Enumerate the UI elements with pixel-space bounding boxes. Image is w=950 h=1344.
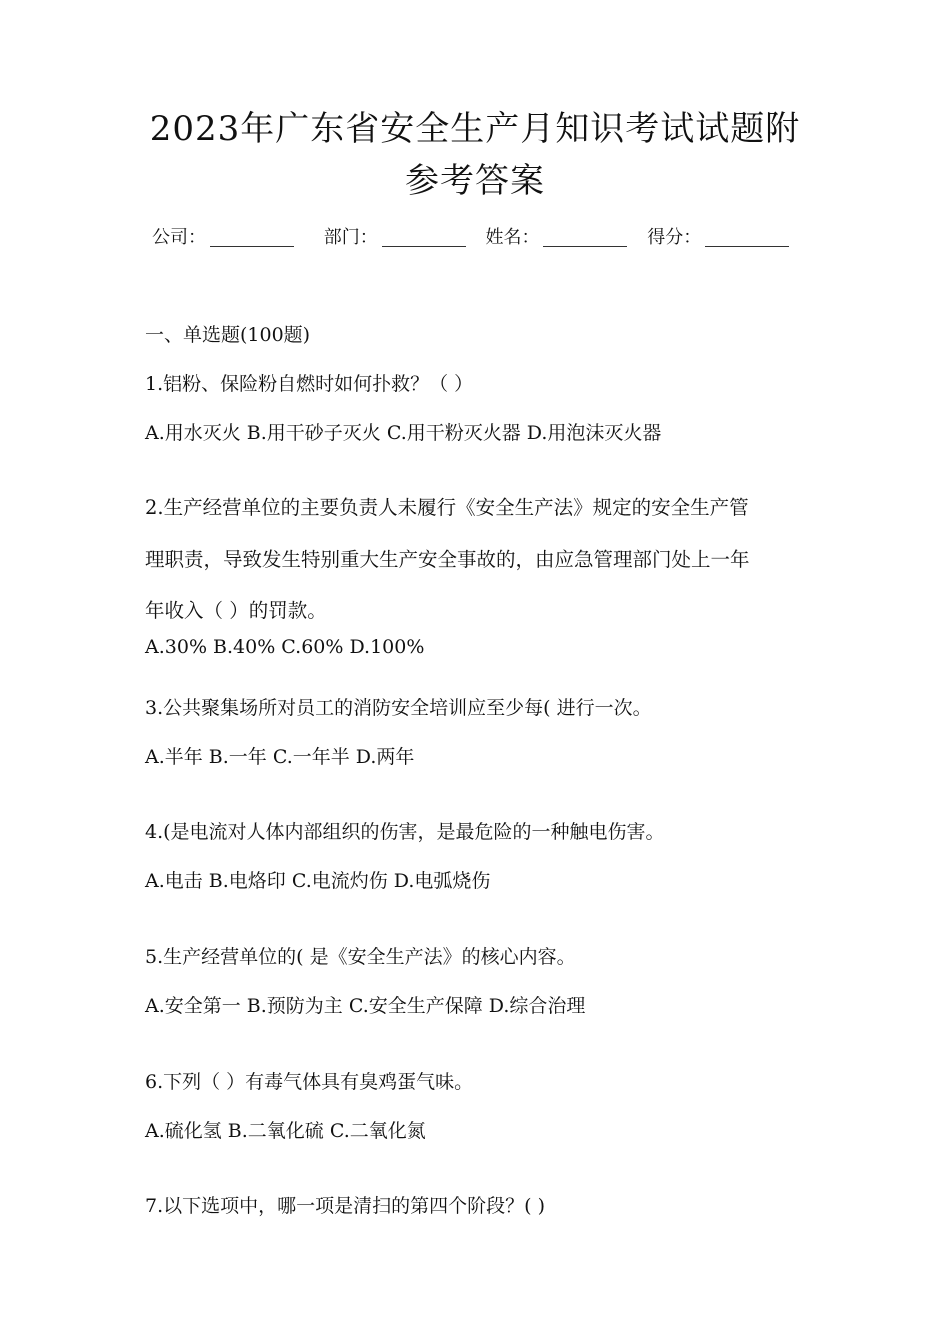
score-label: 得分： — [647, 227, 702, 248]
question-4-options: A.电击 B.电烙印 C.电流灼伤 D.电弧烧伤 — [145, 870, 491, 892]
question-2-stem-line2: 理职责，导致发生特别重大生产安全事故的，由应急管理部门处上一年 — [145, 548, 750, 571]
question-3-stem: 3.公共聚集场所对员工的消防安全培训应至少每( 进行一次。 — [145, 697, 652, 719]
question-2-options: A.30% B.40% C.60% D.100% — [145, 636, 425, 658]
question-5-stem: 5.生产经营单位的( 是《安全生产法》的核心内容。 — [145, 946, 576, 968]
name-label: 姓名： — [485, 227, 540, 248]
company-label: 公司： — [152, 227, 206, 248]
name-blank — [543, 226, 627, 247]
question-1-stem: 1.铝粉、保险粉自燃时如何扑救？（ ） — [145, 373, 474, 395]
question-2-stem-line3: 年收入（ ）的罚款。 — [145, 599, 327, 622]
question-4-stem: 4.(是电流对人体内部组织的伤害，是最危险的一种触电伤害。 — [145, 821, 665, 843]
document-title-line2: 参考答案 — [405, 161, 545, 201]
question-2-stem-line1: 2.生产经营单位的主要负责人未履行《安全生产法》规定的安全生产管 — [145, 496, 749, 519]
info-row — [152, 224, 803, 252]
department-blank — [382, 226, 466, 247]
company-blank — [210, 226, 294, 247]
department-label: 部门： — [323, 227, 378, 248]
company-field — [152, 224, 294, 252]
question-5-options: A.安全第一 B.预防为主 C.安全生产保障 D.综合治理 — [145, 995, 586, 1017]
question-6-options: A.硫化氢 B.二氧化硫 C.二氧化氮 — [145, 1120, 426, 1142]
question-7-stem: 7.以下选项中，哪一项是清扫的第四个阶段？( ) — [145, 1195, 545, 1217]
question-3-options: A.半年 B.一年 C.一年半 D.两年 — [145, 746, 415, 768]
section-heading: 一、单选题(100题) — [145, 324, 311, 346]
name-field — [485, 224, 627, 252]
question-6-stem: 6.下列（ ）有毒气体具有臭鸡蛋气味。 — [145, 1071, 474, 1093]
question-1-options: A.用水灭火 B.用干砂子灭火 C.用干粉灭火器 D.用泡沫灭火器 — [145, 422, 662, 444]
document-title-line1: 2023年广东省安全生产月知识考试试题附 — [149, 109, 801, 149]
department-field — [324, 224, 466, 252]
score-field — [647, 224, 789, 252]
score-blank — [705, 226, 789, 247]
